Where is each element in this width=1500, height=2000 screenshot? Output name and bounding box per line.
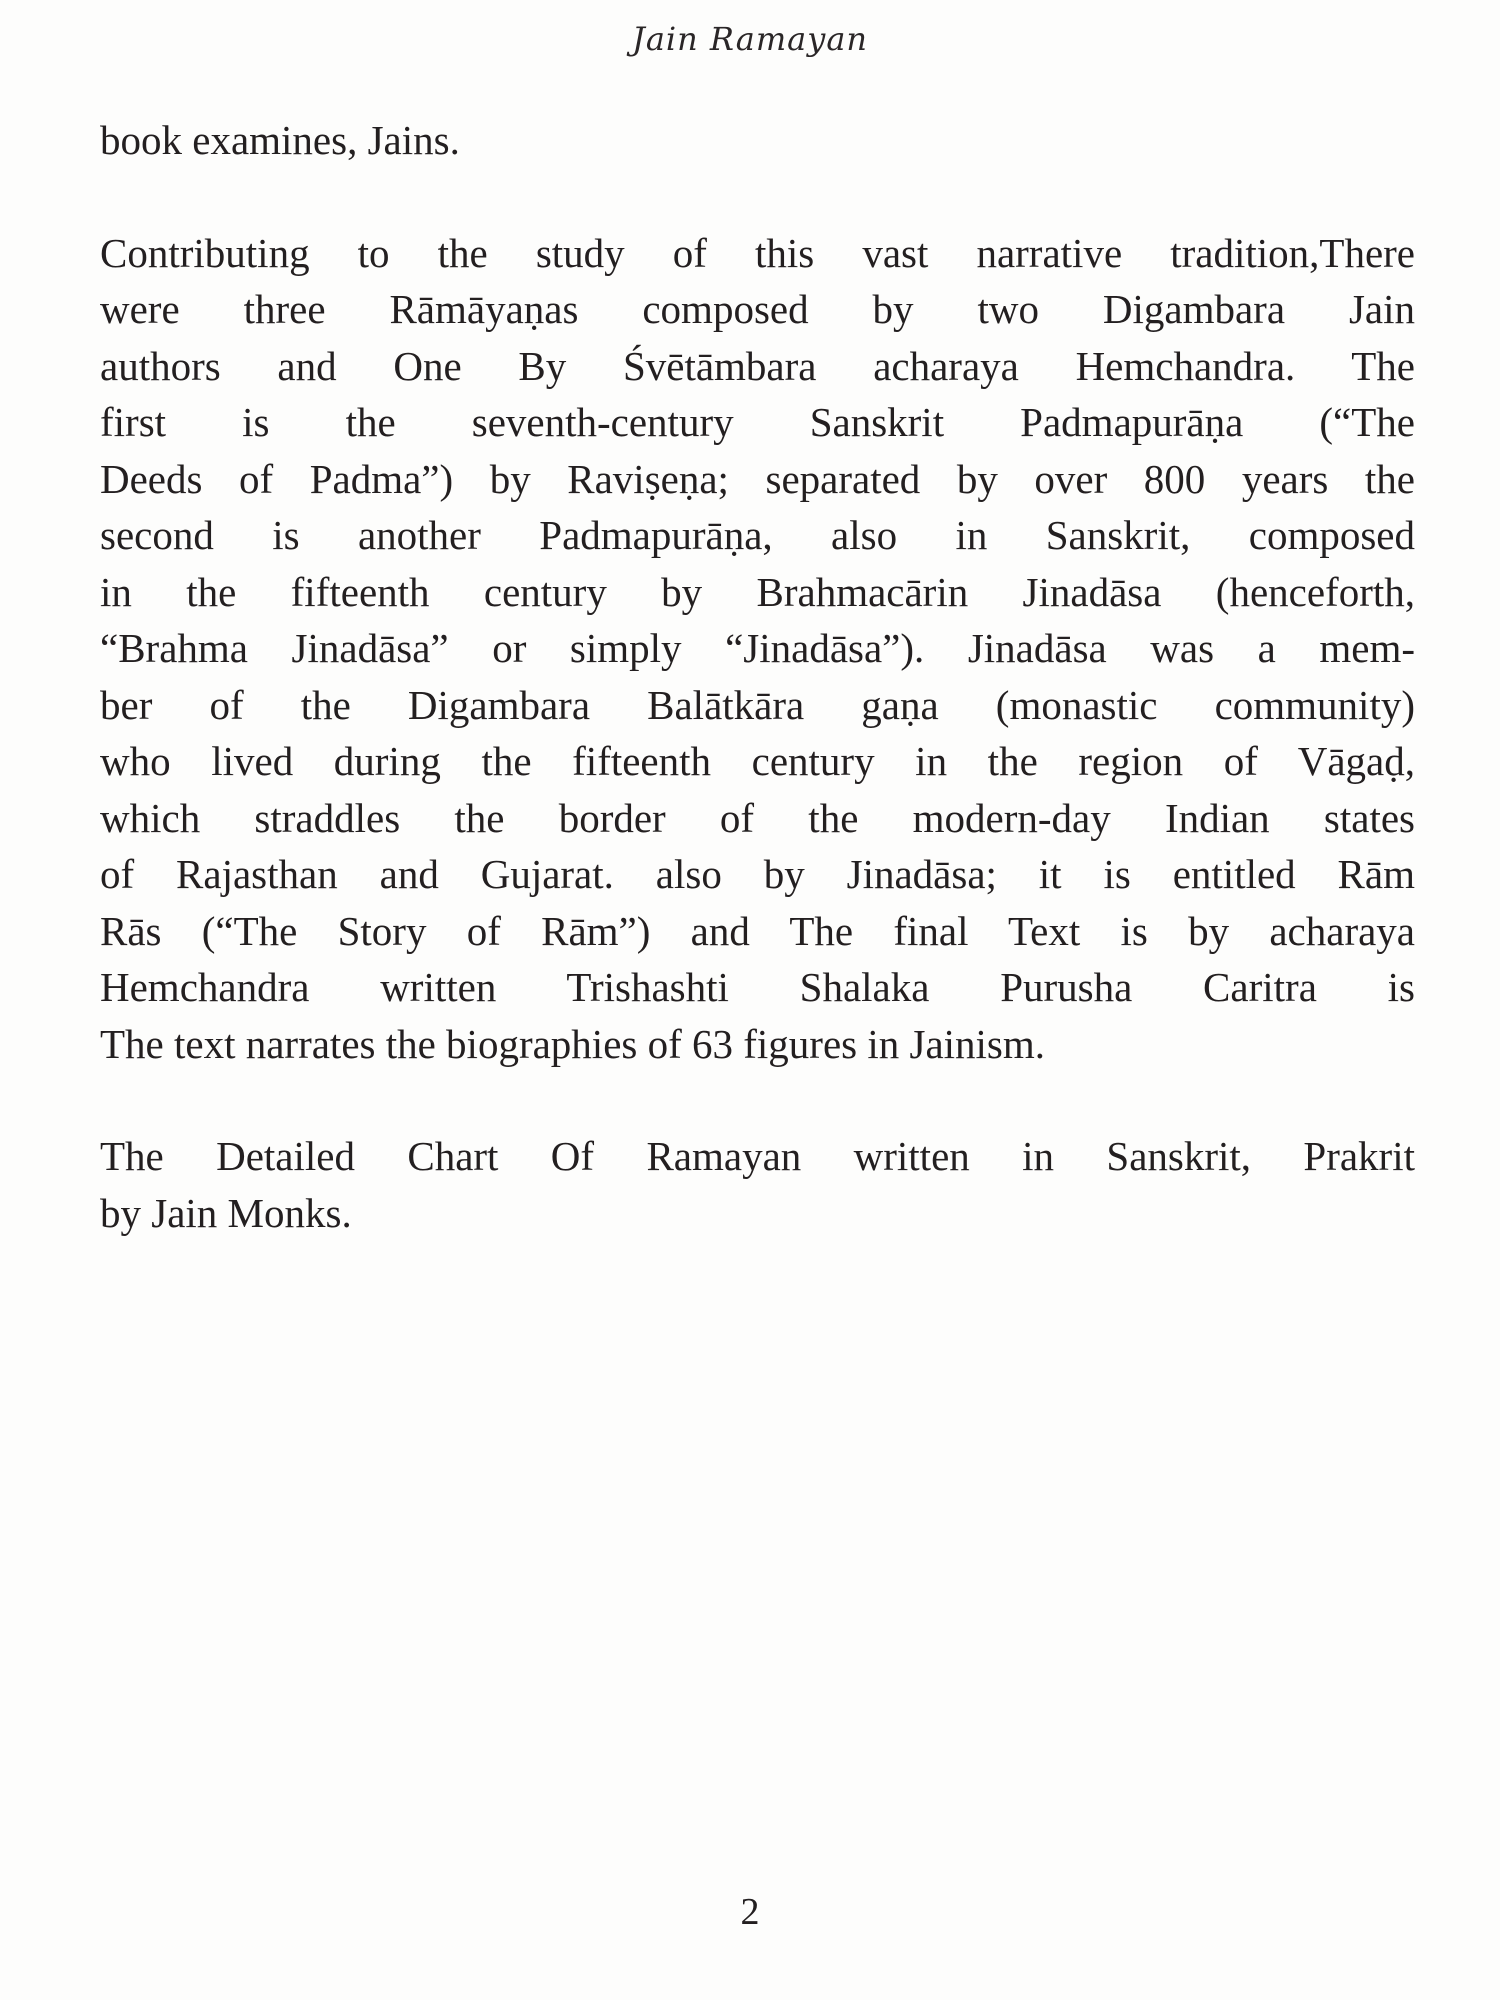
- page-number: 2: [740, 1891, 760, 1933]
- paragraph-continuation: [100, 112, 1415, 169]
- text-line: authors and One By Śvētāmbara acharaya Hemchandra. The: [100, 342, 1415, 389]
- text-line: by Jain Monks.: [100, 1189, 352, 1236]
- text-line: in the fifteenth century by Brahmacārin Jinadāsa (henceforth,: [100, 568, 1415, 615]
- text-line: “Brahma Jinadāsa” or simply “Jinadāsa”). Jinadāsa was a mem-: [100, 625, 1415, 671]
- text-line: were three Rāmāyaṇas composed by two Digambara Jain: [100, 286, 1415, 332]
- text-line: Rās (“The Story of Rām”) and The final Text is by acharaya: [100, 907, 1415, 954]
- text-line: which straddles the border of the modern-day Indian states: [100, 794, 1415, 841]
- text-line: who lived during the fifteenth century in the region of Vāgaḍ,: [100, 738, 1415, 784]
- text-line: ber of the Digambara Balātkāra gaṇa (monastic community): [100, 681, 1415, 728]
- text-line: The text narrates the biographies of 63 figures in Jainism.: [100, 1020, 1046, 1067]
- text-line: Deeds of Padma”) by Raviṣeṇa; separated by over 800 years the: [100, 455, 1415, 502]
- paragraph-chart-intro: [100, 1128, 1415, 1241]
- text-line: second is another Padmapurāṇa, also in Sanskrit, composed: [100, 512, 1415, 558]
- text-line: first is the seventh-century Sanskrit Padmapurāṇa (“The: [100, 399, 1415, 445]
- text-line: The Detailed Chart Of Ramayan written in Sanskrit, Prakrit: [100, 1133, 1415, 1179]
- running-header: Jain Ramayan: [631, 20, 868, 58]
- text-line: of Rajasthan and Gujarat. also by Jinadāsa; it is entitled Rām: [100, 851, 1415, 897]
- text-line: Hemchandra written Trishashti Shalaka Purusha Caritra is: [100, 964, 1415, 1010]
- paragraph-ramayanas: [100, 225, 1415, 1073]
- body-text: [100, 112, 1415, 1241]
- text-line: book examines, Jains.: [100, 117, 460, 163]
- text-line: Contributing to the study of this vast narrative tradition,There: [100, 229, 1415, 276]
